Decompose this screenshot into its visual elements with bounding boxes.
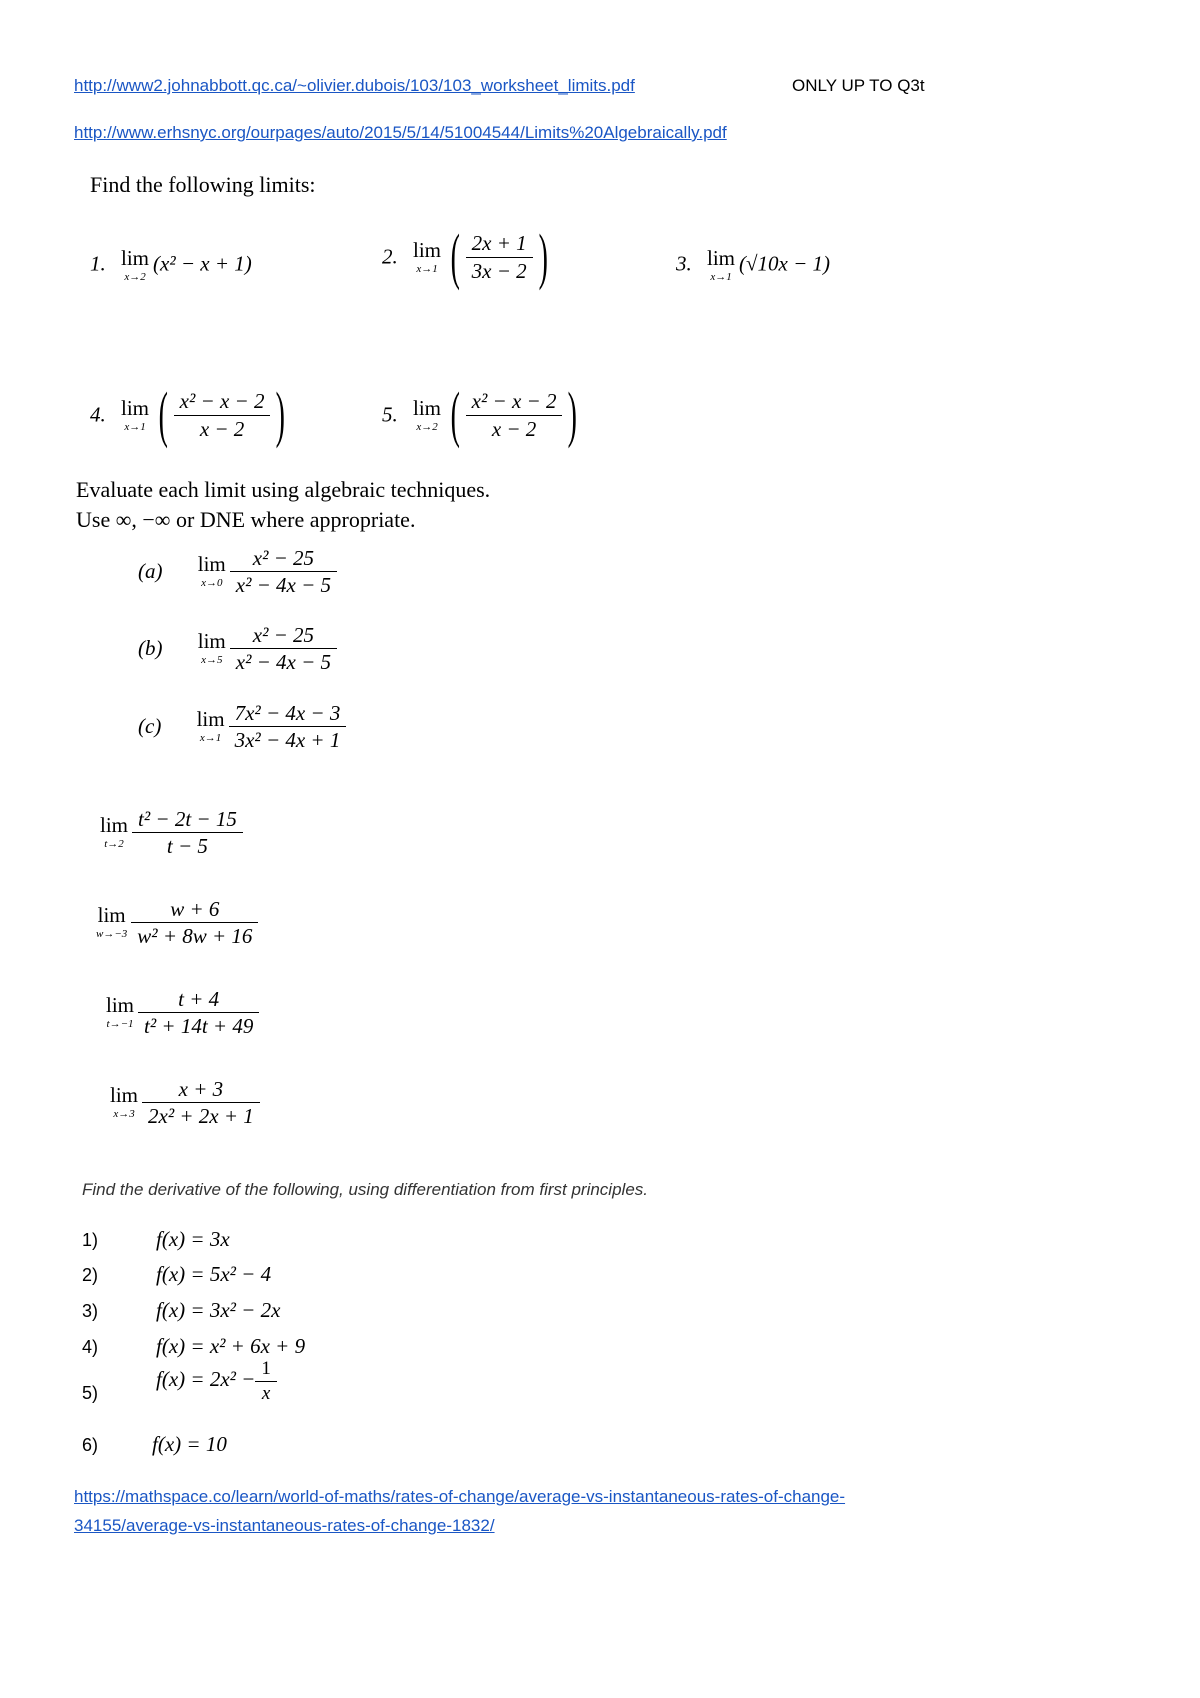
denominator: x (261, 1382, 271, 1404)
numerator: 7x² − 4x − 3 (229, 700, 347, 727)
function-expression: f(x) = 3x (156, 1227, 230, 1251)
problem-5: 5. lim x→2 ( $\frac{\text{x² − x − 2}}{x - 2}$ ) (382, 381, 578, 449)
numerator: w + 6 (131, 896, 258, 923)
numerator: x² − 25 (230, 622, 337, 649)
derivative-item-4 (82, 1334, 306, 1358)
lim-subscript: x→2 (416, 420, 438, 433)
denominator: t − 5 (166, 834, 208, 859)
limit-t-to-2 (100, 806, 243, 860)
lim-word: lim (110, 1083, 139, 1108)
denominator: 3x² − 4x + 1 (234, 728, 341, 753)
lim-subscript: t→−1 (106, 1018, 134, 1031)
lim-word: lim (707, 246, 736, 270)
expression-lead: f(x) = 2x² − (156, 1367, 256, 1392)
item-number: 6) (82, 1435, 99, 1455)
numerator: x + 3 (142, 1076, 260, 1103)
lim-word: lim (413, 237, 442, 262)
lim-subscript: x→1 (710, 271, 732, 283)
numerator: 1 (255, 1357, 277, 1382)
numerator: x² − x − 2 (466, 388, 563, 415)
limit-t-to-minus-1 (106, 986, 259, 1040)
problem-c (138, 700, 346, 754)
numerator: x² − x − 2 (174, 388, 271, 415)
item-number: 4) (82, 1337, 99, 1357)
lim-word: lim (196, 707, 225, 732)
function-expression: f(x) = 5x² − 4 (156, 1262, 272, 1286)
problem-3 (676, 248, 830, 283)
section1-heading: Find the following limits: (90, 172, 316, 197)
item-number: 5) (82, 1383, 99, 1403)
denominator: x − 2 (199, 416, 245, 441)
mathspace-link-line1[interactable]: https://mathspace.co/learn/world-of-maths/rates-of-change/average-vs-instantaneous-rates-of-change- (74, 1487, 846, 1506)
section4-heading: Find the derivative of the following, using differentiation from first principles. (82, 1180, 648, 1199)
numerator: 2x + 1 (466, 230, 533, 257)
problem-1 (90, 248, 252, 283)
derivative-item-5 (82, 1358, 271, 1404)
numerator: t + 4 (138, 986, 259, 1013)
problem-label: (b) (138, 636, 163, 661)
worksheet-link-johnabbott[interactable]: http://www2.johnabbott.qc.ca/~olivier.dubois/103/103_worksheet_limits.pdf (74, 76, 635, 95)
lim-subscript: x→2 (124, 271, 146, 283)
numerator: t² − 2t − 15 (132, 806, 243, 833)
lim-subscript: x→1 (199, 732, 222, 745)
lim-subscript: x→1 (124, 420, 146, 433)
denominator: t² + 14t + 49 (144, 1014, 254, 1039)
section2-heading-line2: Use ∞, −∞ or DNE where appropriate. (76, 507, 416, 532)
link-note: ONLY UP TO Q3t (792, 76, 925, 95)
item-number: 2) (82, 1265, 99, 1285)
limit-x-to-3 (110, 1076, 260, 1130)
lim-subscript: x→5 (201, 654, 223, 667)
lim-subscript: x→3 (113, 1108, 135, 1121)
derivative-item-6 (82, 1432, 227, 1456)
derivative-item-2 (82, 1262, 272, 1286)
function-expression: f(x) = 3x² − 2x (156, 1298, 281, 1322)
problem-a (138, 545, 337, 599)
lim-subscript: x→1 (416, 262, 438, 275)
lim-word: lim (97, 903, 126, 928)
expression: (x² − x + 1) (153, 251, 252, 276)
function-expression (156, 1357, 277, 1406)
problem-label: (a) (138, 559, 163, 584)
problem-number: 3. (676, 251, 692, 276)
lim-word: lim (121, 395, 150, 420)
lim-word: lim (413, 395, 442, 420)
lim-subscript: x→0 (201, 577, 223, 590)
item-number: 3) (82, 1301, 99, 1321)
lim-word: lim (100, 813, 129, 838)
problem-number: 2. (382, 244, 398, 269)
denominator: x² − 4x − 5 (235, 573, 332, 598)
lim-subscript: w→−3 (96, 928, 128, 941)
denominator: x − 2 (491, 416, 537, 441)
section2-heading-line1: Evaluate each limit using algebraic techniques. (76, 477, 491, 502)
problem-label: (c) (138, 714, 162, 739)
limit-w-to-minus-3 (96, 896, 258, 950)
problem-number: 1. (90, 251, 106, 276)
worksheet-link-erhsnyc[interactable]: http://www.erhsnyc.org/ourpages/auto/2015/5/14/51004544/Limits%20Algebraically.pdf (74, 123, 727, 142)
item-number: 1) (82, 1230, 99, 1250)
lim-word: lim (197, 629, 226, 654)
lim-word: lim (121, 246, 150, 270)
problem-number: 4. (90, 402, 106, 427)
denominator: 2x² + 2x + 1 (148, 1104, 254, 1129)
lim-subscript: t→2 (104, 838, 124, 851)
function-expression: f(x) = x² + 6x + 9 (156, 1334, 306, 1358)
mathspace-link-line2[interactable]: 34155/average-vs-instantaneous-rates-of-change-1832/ (74, 1516, 495, 1535)
problem-2: 2. lim x→1 ( $\frac{2x + 1}{3x - 2}$ ) (382, 223, 548, 291)
problem-4: 4. lim x→1 ( $\frac{\text{x² − x − 2}}{x - 2}$ ) (90, 381, 286, 449)
denominator: 3x − 2 (471, 258, 527, 283)
denominator: x² − 4x − 5 (235, 650, 332, 675)
lim-word: lim (197, 552, 226, 577)
denominator: w² + 8w + 16 (137, 924, 253, 949)
lim-word: lim (106, 993, 135, 1018)
problem-number: 5. (382, 402, 398, 427)
derivative-item-3 (82, 1298, 281, 1322)
derivative-item-1 (82, 1227, 230, 1251)
function-expression: f(x) = 10 (152, 1432, 227, 1456)
problem-b (138, 622, 337, 676)
expression: (√10x − 1) (739, 251, 831, 276)
numerator: x² − 25 (230, 545, 337, 572)
